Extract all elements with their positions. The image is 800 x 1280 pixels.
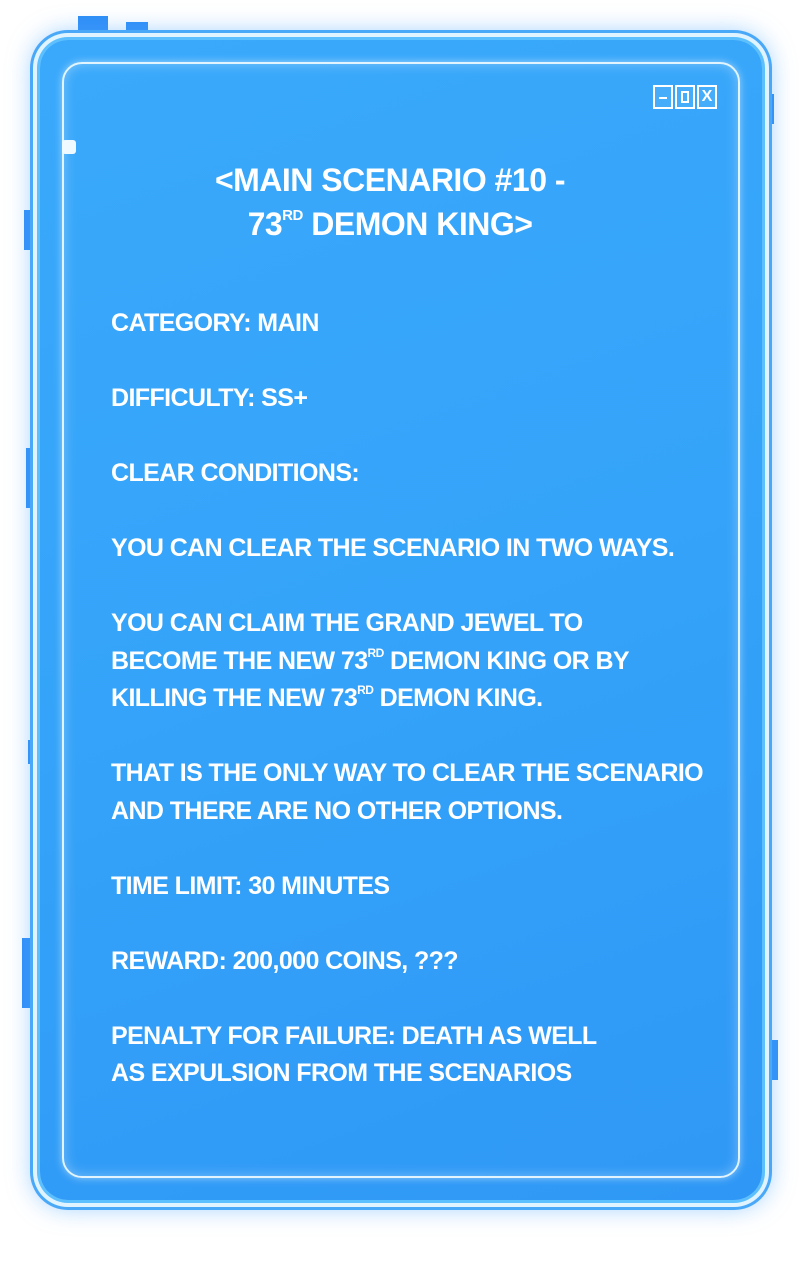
claim-line-3b: DEMON KING. (373, 684, 543, 712)
claim-line-1: YOU CAN CLAIM THE GRAND JEWEL TO (111, 609, 583, 637)
claim-line-2a: BECOME THE NEW 73 (111, 646, 368, 675)
clear-ways-line: YOU CAN CLEAR THE SCENARIO IN TWO WAYS. (111, 534, 675, 562)
reward-line: REWARD: 200,000 COINS, ??? (111, 946, 458, 975)
claim-line-2b: DEMON KING OR BY (383, 646, 630, 675)
frame-corner-light (62, 140, 76, 154)
glitch-pixel (78, 16, 108, 40)
penalty-paragraph (111, 1018, 711, 1093)
window-controls (653, 85, 717, 109)
claim-line-3-ordinal: RD (357, 683, 374, 697)
maximize-icon[interactable] (675, 85, 695, 109)
only-way-paragraph (111, 755, 711, 830)
minimize-icon[interactable] (653, 85, 673, 109)
glitch-pixel (22, 938, 40, 1008)
difficulty-line: DIFFICULTY: SS+ (111, 384, 308, 412)
glitch-pixel (26, 448, 40, 508)
title-name: DEMON KING> (302, 206, 533, 242)
glitch-pixel (760, 1040, 778, 1080)
only-way-line-2: AND THERE ARE NO OTHER OPTIONS. (111, 796, 563, 825)
category-line: CATEGORY: MAIN (111, 309, 319, 337)
title-ordinal: RD (282, 207, 303, 224)
glitch-pixel (28, 740, 38, 764)
glitch-pixel (126, 22, 148, 40)
claim-paragraph (111, 605, 711, 718)
claim-line-3a: KILLING THE NEW 73 (111, 684, 358, 712)
close-icon[interactable] (697, 85, 717, 109)
scenario-details (111, 305, 711, 1130)
penalty-line-2: AS EXPULSION FROM THE SCENARIOS (111, 1059, 572, 1087)
clear-conditions-heading: CLEAR CONDITIONS: (111, 459, 360, 487)
scenario-title (90, 158, 690, 246)
title-line-1: <MAIN SCENARIO #10 - (214, 162, 566, 198)
claim-line-2-ordinal: RD (367, 645, 384, 660)
glitch-pixel (24, 210, 40, 250)
only-way-line-1: THAT IS THE ONLY WAY TO CLEAR THE SCENARIO (111, 759, 704, 787)
close-label: X (701, 88, 713, 105)
penalty-line-1: PENALTY FOR FAILURE: DEATH AS WELL (111, 1021, 597, 1050)
title-line-2 (90, 202, 690, 246)
time-limit-line: TIME LIMIT: 30 MINUTES (111, 871, 390, 900)
title-number: 73 (247, 206, 283, 242)
